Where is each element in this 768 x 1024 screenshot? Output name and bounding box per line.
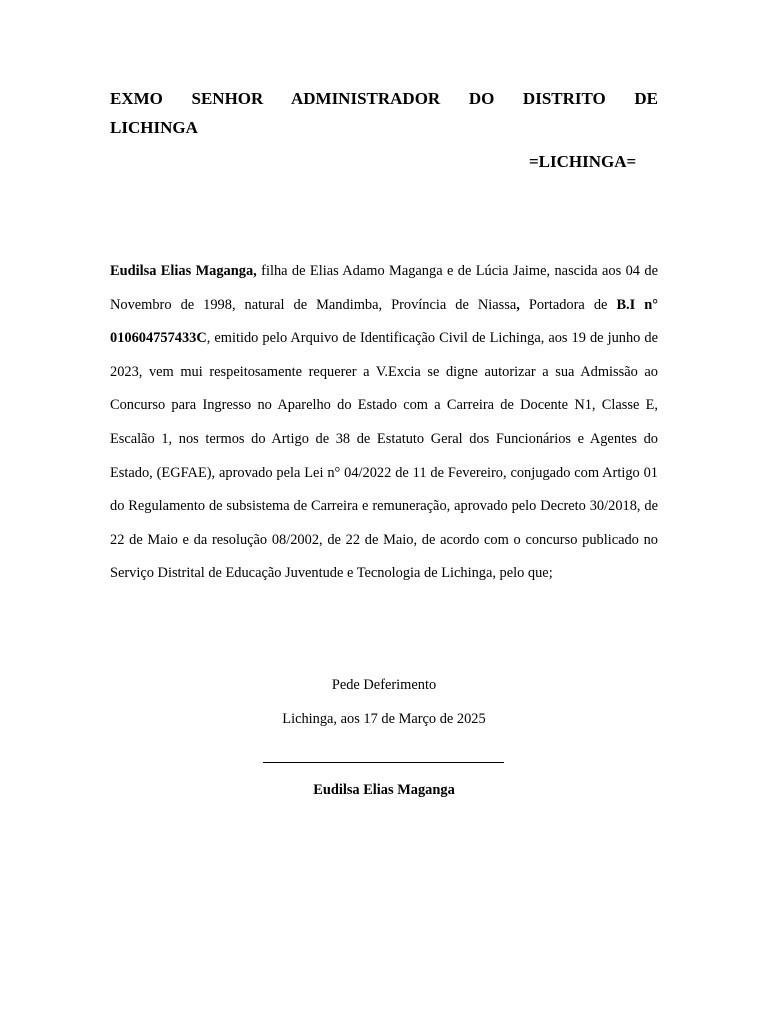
addressee-line-1: EXMO SENHOR ADMINISTRADOR DO DISTRITO DE bbox=[110, 89, 658, 108]
body-text-part-3: , emitido pelo Arquivo de Identificação Civil de Lichinga, aos 19 de junho de 2023, vem mui respeitosamente requerer a V.Excia se digne autorizar a sua Admissão ao Concurso para Ingresso no Aparelho do Estado com a Carreira de Docente N1, Classe E, Escalão 1, nos termos do Artigo de 38 de Estatuto Geral dos Funcionários e Agentes do Estado, (EGFAE), aprovado pela Lei n° 04/2022 de 11 de Fevereiro, conjugado com Artigo 01 do Regulamento de subsistema de Carreira e remuneração, aprovado pelo Decreto 30/2018, de 22 de Maio e da resolução 08/2002, de 22 de Maio, de acordo com o concurso publicado no Serviço Distrital de Educação Juventude e Tecnologia de Lichinga, pelo que; bbox=[110, 330, 658, 582]
closing-place-date: Lichinga, aos 17 de Março de 2025 bbox=[282, 711, 486, 727]
body-text-part-2: Portadora de bbox=[519, 296, 617, 313]
addressee-line-2: LICHINGA bbox=[110, 118, 198, 137]
signer-name: Eudilsa Elias Maganga bbox=[313, 782, 455, 798]
signature-line bbox=[263, 762, 504, 763]
id-document-number: B.I n° 010604757433C bbox=[110, 296, 659, 347]
body-comma: , bbox=[516, 296, 520, 313]
body-text-part-1: filha de Elias Adamo Maganga e de Lúcia Jaime, nascida aos 04 de Novembro de 1998, natural de Mandimba, Província de Niassa bbox=[110, 263, 658, 313]
addressee-heading bbox=[110, 84, 658, 142]
applicant-name: Eudilsa Elias Maganga, bbox=[110, 263, 257, 279]
city-tag: =LICHINGA= bbox=[529, 152, 637, 171]
closing-request: Pede Deferimento bbox=[331, 677, 437, 693]
request-body bbox=[110, 255, 658, 591]
